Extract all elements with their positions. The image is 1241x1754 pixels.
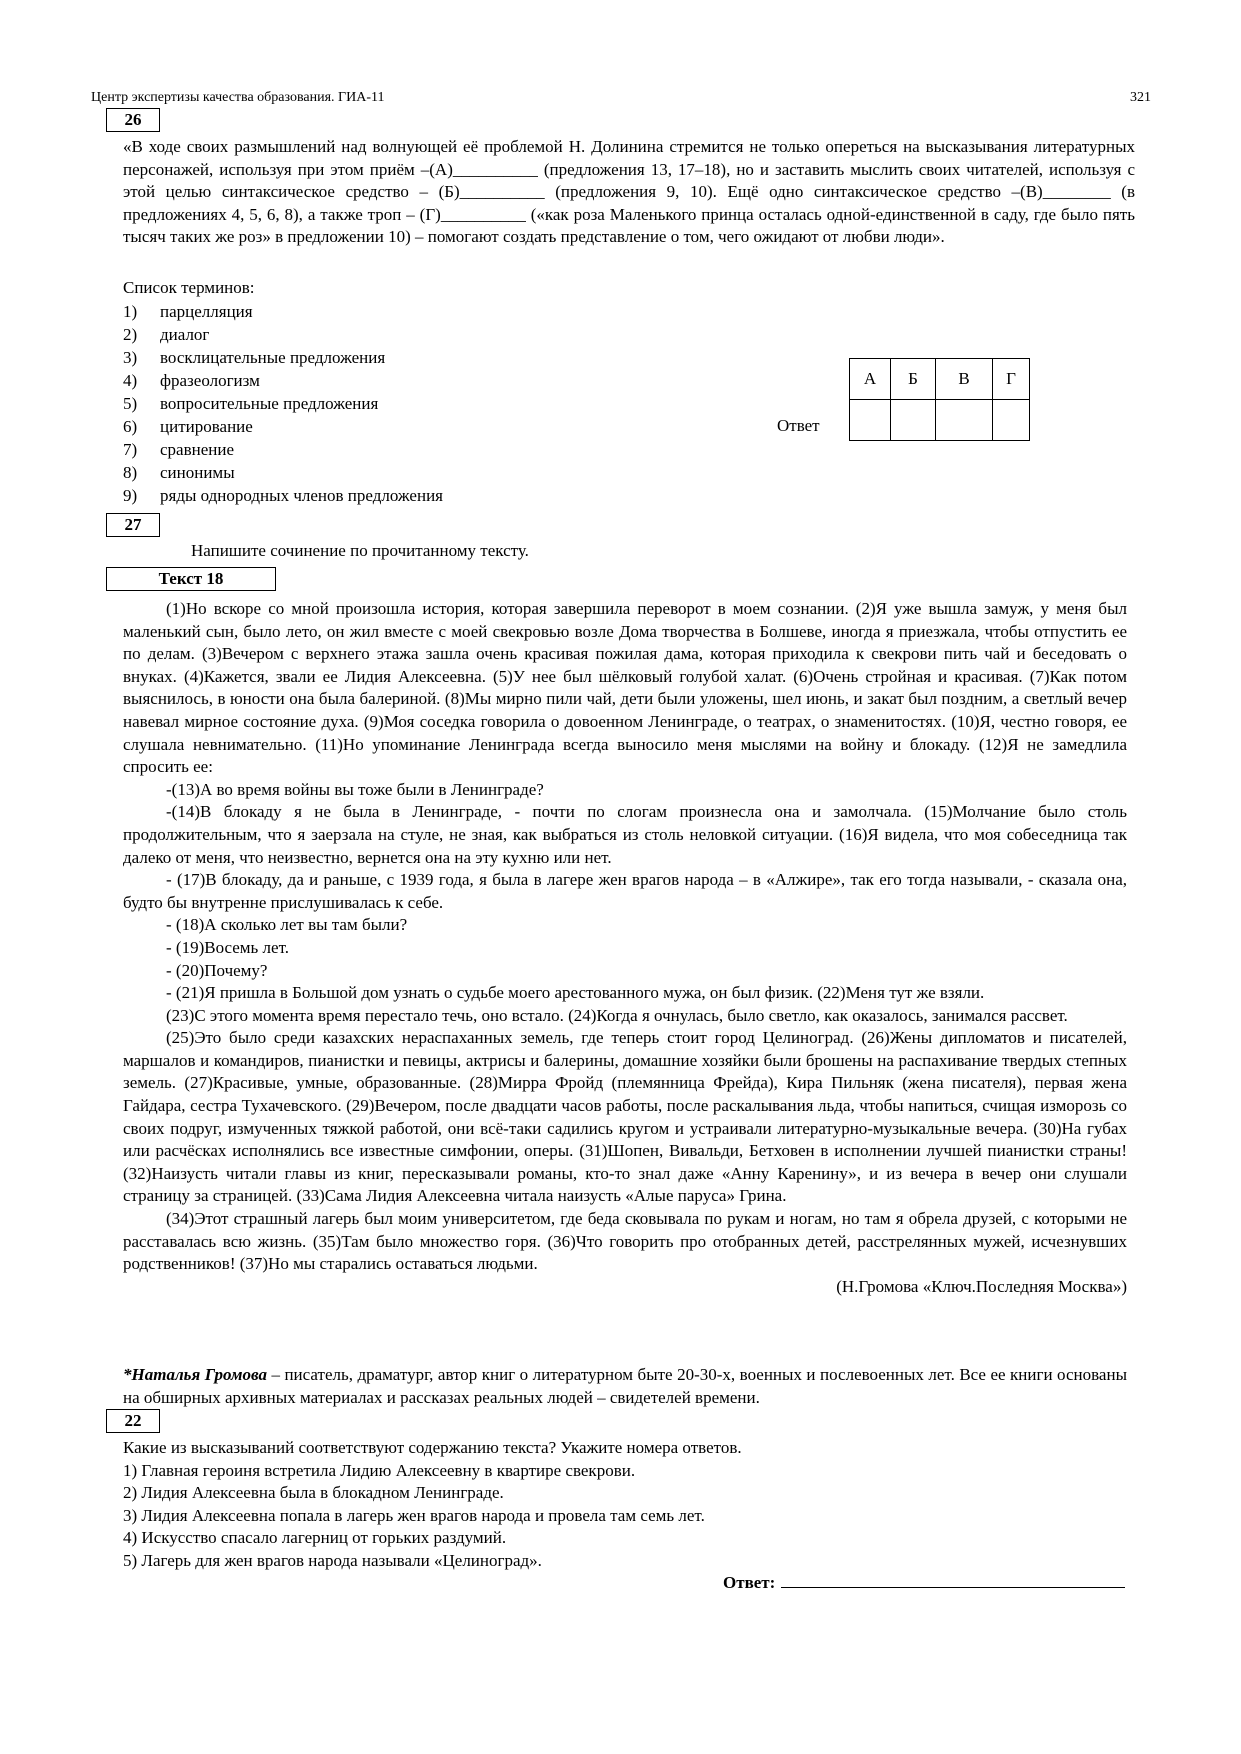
text-paragraph: - (20)Почему? <box>166 960 268 980</box>
answer-cell-a[interactable] <box>850 400 891 441</box>
text-paragraph: - (17)В блокаду, да и раньше, с 1939 года, я была в лагере жен врагов народа – в «Алжире», так его тогда называли, - сказала она, будто бы внутренне прислушивалась к себе. <box>123 870 1127 912</box>
answer-cell-b[interactable] <box>891 400 936 441</box>
task-22-question: Какие из высказываний соответствуют содержанию текста? Укажите номера ответов. <box>123 1438 742 1457</box>
text-source: (Н.Громова «Ключ.Последняя Москва») <box>836 1276 1127 1296</box>
term-item <box>123 300 443 323</box>
task-26-number: 26 <box>106 108 160 132</box>
task-26-text: «В ходе своих размышлений над волнующей её проблемой Н. Долинина стремится не только опереться на высказывания литературных персонажей, используя при этом приём –(А)__________ (предложения 13, 17–18), но и заставить мыслить своих читателей, используя с этой целью синтаксическое средство – (Б)__________ (предложения 9, 10). Ещё одно синтаксическое средство –(В)________ (в предложениях 4, 5, 6, 8), а также троп – (Г)__________ («как роза Маленького принца осталась одной-единственной в саду, где было пять тысяч таких же роз» в предложении 10) – помогают создать представление о том, чего ожидают от любви люди». <box>123 137 1135 246</box>
term-item <box>123 438 443 461</box>
term-number: 4) <box>123 371 138 390</box>
text-paragraph: (25)Это было среди казахских нераспаханных земель, где теперь стоит город Целиноград. (26)Жены дипломатов и писателей, маршалов и командиров, пианистки и певицы, актрисы и балерины, домашние хозяйки были брошены на распахивание твердых степных земель. (27)Красивые, умные, образованные. (28)Мирра Фройд (племянница Фрейда), Кира Пильняк (жена писателя), первая жена Гайдара, сестра Тухачевского. (29)Вечером, после двадцати часов работы, после раскалывания льда, чтобы напиться, счищая изморозь со своих подруг, измученных тяжкой работой, они всё-таки садились кругом и устраивали литературно-музыкальные вечера. (30)На губах или расчёсках исполнялись все известные симфонии, оперы. (31)Шопен, Вивальди, Бетховен в исполнении лучшей пианистки страны! (32)Наизусть читали главы из книг, пересказывали романы, кто-то знал даже «Анну Каренину», и из вечера в вечер они слушали страницу за страницей. (33)Сама Лидия Алексеевна читала наизусть «Алые паруса» Грина. <box>123 1028 1127 1206</box>
term-item <box>123 346 443 369</box>
text-paragraph: - (19)Восемь лет. <box>166 937 289 957</box>
terms-title: Список терминов: <box>123 278 255 297</box>
author-name: *Наталья Громова <box>123 1365 267 1384</box>
term-label: вопросительные предложения <box>160 394 379 413</box>
term-number: 3) <box>123 348 138 367</box>
text-paragraph: - (21)Я пришла в Большой дом узнать о судьбе моего арестованного мужа, он был физик. (22)Меня тут же взяли. <box>166 983 985 1003</box>
term-label: цитирование <box>160 417 253 436</box>
task-27-number: 27 <box>106 513 160 537</box>
task-22-answer-label: Ответ: <box>723 1573 776 1592</box>
answer-header-v: В <box>936 359 993 400</box>
text-paragraph: -(13)А во время войны вы тоже были в Ленинграде? <box>166 779 544 799</box>
text-paragraph: (1)Но вскоре со мной произошла история, которая завершила переворот в моем сознании. (2)Я уже вышла замуж, у меня был маленький сын, было лето, он жил вместе с моей свекровью возле Дома творчества в Болшеве, иногда я приезжала, чтобы отпустить ее по делам. (3)Вечером с верхнего этажа зашла очень красивая пожилая дама, которая приходила к свекрови пить чай и беседовать о внуках. (4)Кажется, звали ее Лидия Алексеевна. (5)У нее был шёлковый голубой халат. (6)Очень стройная и красивая. (7)Как потом выяснилось, в юности она была балериной. (8)Мы мирно пили чай, дети были уложены, шел июнь, и закат был поздним, а светлый вечер навевал мирное состояние духа. (9)Моя соседка говорила о довоенном Ленинграде, о театрах, о знаменитостях. (10)Я, честно говоря, ее слушала невнимательно. (11)Но упоминание Ленинграда всегда выносило меня мыслями на войну и блокаду. (12)Я не замедлила спросить ее: <box>123 599 1127 777</box>
text-paragraph: (34)Этот страшный лагерь был моим университетом, где беда сковывала по рукам и ногам, но там я обрела друзей, с которыми не расставалась всю жизнь. (35)Там было множество горя. (36)Что говорить про отобранных детей, расстрелянных мужей, исчезнувших родственников! (37)Но мы старались оставаться людьми. <box>123 1209 1127 1274</box>
task-22-number: 22 <box>106 1409 160 1433</box>
term-number: 2) <box>123 325 138 344</box>
term-label: восклицательные предложения <box>160 348 386 367</box>
answer-cell-g[interactable] <box>993 400 1030 441</box>
author-bio-text: – писатель, драматург, автор книг о литературном быте 20-30-х, военных и послевоенных лет. Все ее книги основаны на обширных архивных материалах и рассказах реальных людей – свидетелей времени. <box>123 1365 1127 1407</box>
term-number: 8) <box>123 463 138 482</box>
term-label: сравнение <box>160 440 235 459</box>
text-body <box>123 598 1127 1298</box>
task-22-option: 4) Искусство спасало лагерниц от горьких раздумий. <box>123 1528 507 1548</box>
term-label: фразеологизм <box>160 371 260 390</box>
term-item <box>123 461 443 484</box>
term-label: диалог <box>160 325 210 344</box>
answer-header-b: Б <box>891 359 936 400</box>
task-26-answer-table <box>849 358 1030 441</box>
task-22-answer <box>723 1573 1125 1593</box>
term-item <box>123 484 443 507</box>
task-26-answer-label: Ответ <box>777 416 820 435</box>
header-title: Центр экспертизы качества образования. ГИА-11 <box>91 90 385 105</box>
answer-header-a: А <box>850 359 891 400</box>
term-number: 6) <box>123 417 138 436</box>
terms-list <box>123 300 443 507</box>
task-22-answer-field[interactable] <box>781 1573 1125 1588</box>
term-number: 9) <box>123 486 138 505</box>
term-label: синонимы <box>160 463 235 482</box>
text-label: Текст 18 <box>106 567 276 591</box>
text-paragraph: (23)С этого момента время перестало течь, оно встало. (24)Когда я очнулась, было светло, как оказалось, занимался рассвет. <box>166 1005 1068 1025</box>
task-22-option: 5) Лагерь для жен врагов народа называли «Целиноград». <box>123 1550 542 1570</box>
term-label: ряды однородных членов предложения <box>160 486 443 505</box>
term-item <box>123 323 443 346</box>
task-22-option: 1) Главная героиня встретила Лидию Алексеевну в квартире свекрови. <box>123 1460 636 1480</box>
task-22-option: 2) Лидия Алексеевна была в блокадном Ленинграде. <box>123 1483 504 1503</box>
text-paragraph: -(14)В блокаду я не была в Ленинграде, - почти по слогам произнесла она и замолчала. (15)Молчание было столь продолжительным, что я заерзала на стуле, не зная, как выбраться из столь неловкой ситуации. (16)Я видела, что моя собеседница так далеко от меня, что неизвестно, вернется она на эту кухню или нет. <box>123 802 1127 867</box>
term-item <box>123 415 443 438</box>
answer-header-g: Г <box>993 359 1030 400</box>
text-paragraph: - (18)А сколько лет вы там были? <box>166 915 408 935</box>
answer-cell-v[interactable] <box>936 400 993 441</box>
term-item <box>123 369 443 392</box>
term-label: парцелляция <box>160 302 253 321</box>
page-number: 321 <box>1130 90 1151 105</box>
author-bio <box>123 1364 1127 1409</box>
task-22-option: 3) Лидия Алексеевна попала в лагерь жен врагов народа и провела там семь лет. <box>123 1505 705 1525</box>
term-item <box>123 392 443 415</box>
term-number: 1) <box>123 302 138 321</box>
term-number: 7) <box>123 440 138 459</box>
task-22-question-block <box>123 1437 742 1573</box>
term-number: 5) <box>123 394 138 413</box>
task-27-instruction: Напишите сочинение по прочитанному тексту. <box>191 541 529 560</box>
